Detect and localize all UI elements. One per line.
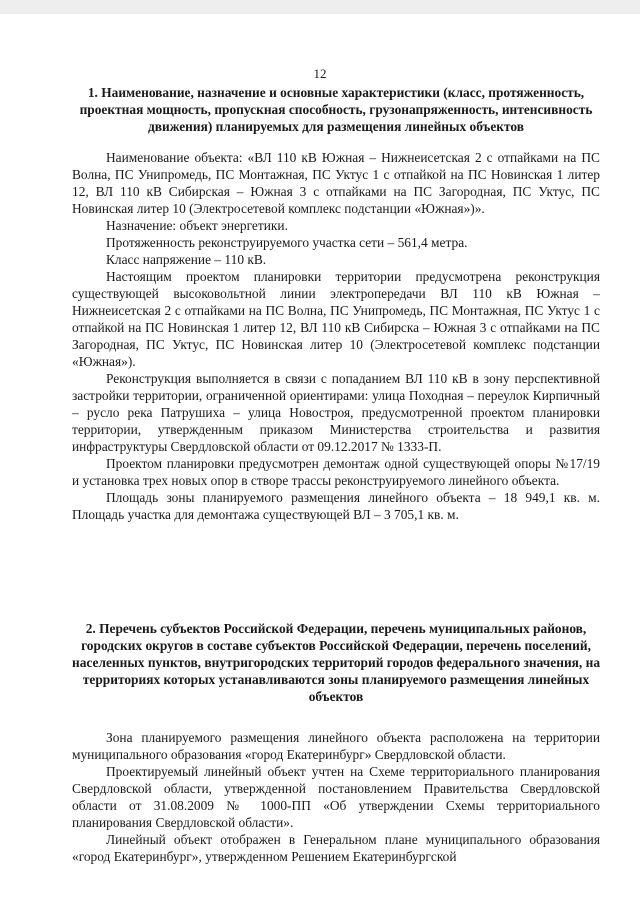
paragraph: Наименование объекта: «ВЛ 110 кВ Южная – Нижнеисетская 2 с отпайками на ПС Волна, ПС Унипромедь, ПС Монтажная, ПС Уктус 1 с отпайкой на ПС Новинская 1 литер 12, ВЛ 110 кВ Сибирская – Южная 3 с отпайками на ПС Загородная, ПС Уктус, ПС Новинская литер 10 (Электросетевой комплекс подстанции «Южная»)». — [72, 150, 600, 216]
paragraph: Линейный объект отображен в Генеральном плане муниципального образования «город Екатеринбург», утвержденном Решением Екатеринбургской — [72, 832, 600, 864]
page-number: 12 — [313, 66, 327, 81]
paragraph: Настоящим проектом планировки территории предусмотрена реконструкция существующей высоковольтной линии электропередачи ВЛ 110 кВ Южная – Нижнеисетская 2 с отпайками на ПС Волна, ПС Унипромедь, ПС Монтажная, ПС Уктус 1 с отпайкой на ПС Новинская 1 литер 12, ВЛ 110 кВ Сибирска – Южная 3 с отпайками на ПС Загородная, ПС Уктус, ПС Новинская литер 10 (Электросетевой комплекс подстанции «Южная»). — [72, 269, 600, 369]
paragraph: Проектом планировки предусмотрен демонтаж одной существующей опоры №17/19 и установка трех новых опор в створе трассы реконструируемого линейного объекта. — [72, 456, 600, 488]
paragraph: Площадь зоны планируемого размещения линейного объекта – 18 949,1 кв. м. Площадь участка для демонтажа существующей ВЛ – 3 705,1 кв. м. — [72, 490, 600, 522]
section-1-heading: 1. Наименование, назначение и основные характеристики (класс, протяженность, проектная мощность, пропускная способность, грузонапряженность, интенсивность движения) планируемых для размещения линейных объектов — [79, 85, 593, 134]
paragraph: Реконструкция выполняется в связи с попаданием ВЛ 110 кВ в зону перспективной застройки территории, ограниченной ориентирами: улица Походная – переулок Кирпичный – русло река Патрушиха – улица Новостроя, предусмотренной проектом планировки территории, утвержденным приказом Министерства строительства и развития инфраструктуры Свердловской области от 09.12.2017 № 1333-П. — [72, 371, 600, 454]
section-2-heading: 2. Перечень субъектов Российской Федерации, перечень муниципальных районов, городских округов в составе субъектов Российской Федерации, перечень поселений, населенных пунктов, внутригородских территорий городов федерального значения, на территориях которых устанавливаются зоны планируемого размещения линейных объектов — [72, 621, 601, 704]
paragraph: Класс напряжение – 110 кВ. — [106, 252, 267, 267]
paragraph: Зона планируемого размещения линейного объекта расположена на территории муниципального образования «город Екатеринбург» Свердловской области. — [72, 730, 600, 762]
paragraph: Проектируемый линейный объект учтен на Схеме территориального планирования Свердловской области, утвержденной постановлением Правительства Свердловской области от 31.08.2009 № 1000-ПП «Об утверждении Схемы территориального планирования Свердловской области». — [72, 764, 600, 830]
paragraph: Протяженность реконструируемого участка сети – 561,4 метра. — [106, 235, 468, 250]
scan-top-edge — [0, 0, 640, 14]
paragraph: Назначение: объект энергетики. — [106, 218, 288, 233]
section-2 — [72, 620, 600, 865]
section-1 — [72, 84, 600, 523]
